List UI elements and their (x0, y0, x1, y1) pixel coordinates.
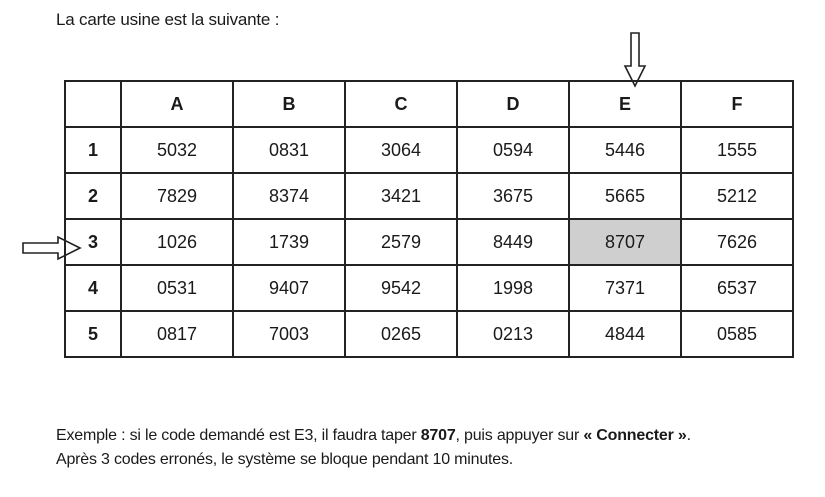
example-code: 8707 (420, 427, 456, 444)
code-cell: 0817 (121, 311, 233, 357)
lockout-line: Après 3 codes erronés, le système se bloque pendant 10 minutes. (56, 451, 514, 468)
code-cell: 2579 (345, 219, 457, 265)
code-cell: 0265 (345, 311, 457, 357)
code-cell: 7626 (681, 219, 793, 265)
header-row (65, 81, 793, 127)
code-cell: 0585 (681, 311, 793, 357)
code-cell: 1555 (681, 127, 793, 173)
connect-button-mention: « Connecter » (583, 427, 687, 444)
code-cell: 9542 (345, 265, 457, 311)
code-cell: 1026 (121, 219, 233, 265)
column-header: D (457, 81, 569, 127)
code-cell: 0594 (457, 127, 569, 173)
code-cell: 8449 (457, 219, 569, 265)
code-cell: 9407 (233, 265, 345, 311)
code-cell: 5446 (569, 127, 681, 173)
example-text-middle: , puis appuyer sur (455, 427, 584, 444)
code-cell: 4844 (569, 311, 681, 357)
table-row (65, 219, 793, 265)
code-cell: 0831 (233, 127, 345, 173)
intro-text: La carte usine est la suivante : (56, 10, 280, 29)
footer-text (56, 424, 691, 472)
example-text-start: Exemple : si le code demandé est E3, il faudra taper (56, 427, 421, 444)
table-row (65, 127, 793, 173)
code-cell: 7371 (569, 265, 681, 311)
code-cell: 0531 (121, 265, 233, 311)
column-header: C (345, 81, 457, 127)
code-cell: 5032 (121, 127, 233, 173)
column-header: F (681, 81, 793, 127)
code-cell: 3675 (457, 173, 569, 219)
row-header: 2 (65, 173, 121, 219)
column-header: E (569, 81, 681, 127)
column-header: B (233, 81, 345, 127)
code-cell: 6537 (681, 265, 793, 311)
corner-cell (65, 81, 121, 127)
table-row (65, 173, 793, 219)
code-cell: 8374 (233, 173, 345, 219)
highlighted-code-cell: 8707 (569, 219, 681, 265)
factory-card-table (64, 80, 794, 358)
table-row (65, 265, 793, 311)
row-header: 4 (65, 265, 121, 311)
row-header: 1 (65, 127, 121, 173)
code-cell: 0213 (457, 311, 569, 357)
code-cell: 7003 (233, 311, 345, 357)
code-cell: 7829 (121, 173, 233, 219)
code-cell: 5212 (681, 173, 793, 219)
table-row (65, 311, 793, 357)
code-cell: 1739 (233, 219, 345, 265)
example-text-end: . (686, 427, 691, 444)
example-line (56, 424, 691, 448)
row-header: 3 (65, 219, 121, 265)
column-header: A (121, 81, 233, 127)
code-cell: 1998 (457, 265, 569, 311)
code-cell: 3064 (345, 127, 457, 173)
code-cell: 3421 (345, 173, 457, 219)
code-cell: 5665 (569, 173, 681, 219)
row-header: 5 (65, 311, 121, 357)
